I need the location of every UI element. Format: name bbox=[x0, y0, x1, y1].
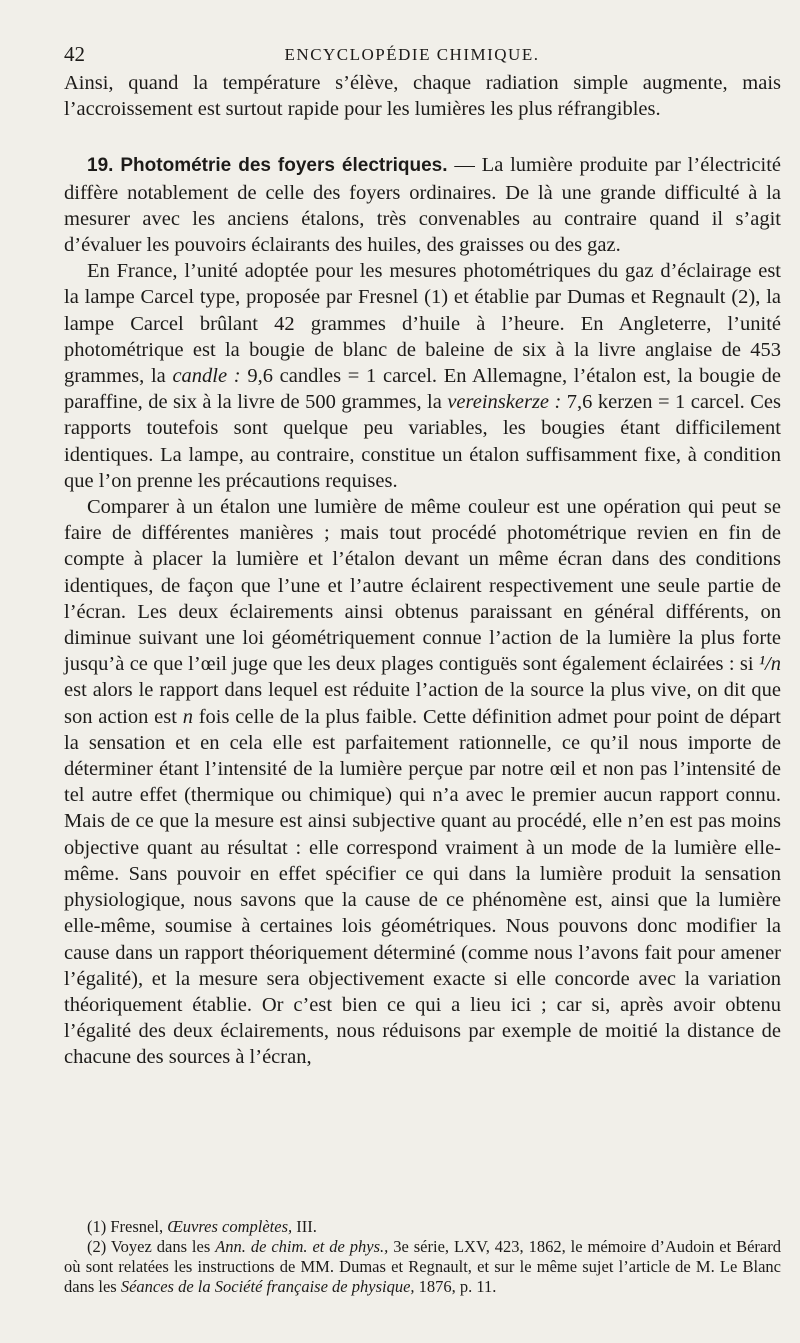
footnote-1 bbox=[64, 1217, 781, 1237]
section-19-text: — La lumière produite par l’électricité diffère notablement de celle des foyers ordinaires. De là une grande difficulté à la mesurer avec les anciens étalons, très convenables au contraire quand il s’agit d’évaluer les pouvoirs éclairants des huiles, des graisses ou des gaz. bbox=[64, 154, 781, 257]
section-heading: 19. Photométrie des foyers électriques. bbox=[87, 155, 448, 177]
page-header bbox=[64, 42, 760, 72]
comparison-text-a: Comparer à un étalon une lumière de même couleur est une opération qui peut se faire de différentes manières ; mais tout procédé photométrique revien en fin de compte à placer la lumière et l’étalon devant un même écran dans des conditions identiques, de façon que l’une et l’autre éclairent respectivement une seule partie de l’écran. Les deux éclairements ainsi obtenus paraissant en général différents, on diminue suivant une loi géométriquement connue l’action de la lumière la plus forte jusqu’à ce que l’œil juge que les deux plages contiguës sont également éclairées : si bbox=[64, 496, 781, 676]
term-vereinskerze: vereinskerze : bbox=[447, 391, 562, 414]
paragraph-units bbox=[64, 258, 781, 494]
page-number: 42 bbox=[64, 42, 85, 66]
paragraph-intro bbox=[64, 70, 781, 122]
footnote-2-journal: Ann. de chim. et de phys., bbox=[215, 1237, 389, 1256]
footnote-2-text-a: (2) Voyez dans les bbox=[87, 1237, 216, 1256]
footnote-2 bbox=[64, 1237, 781, 1297]
paragraph-section-19 bbox=[64, 152, 781, 258]
footnotes bbox=[64, 1217, 781, 1297]
units-text-b: 9,6 candles = 1 carcel. En Allemagne, l’étalon est, la bougie de paraffine, de six à la livre de 500 grammes, la bbox=[64, 365, 781, 414]
variable-n: n bbox=[182, 705, 193, 728]
comparison-text-b: est alors le rapport dans lequel est réduite l’action de la source la plus vive, on dit que son action est bbox=[64, 679, 781, 728]
footnote-2-text-c: 1876, p. 11. bbox=[414, 1277, 497, 1296]
comparison-text-c: fois celle de la plus faible. Cette définition admet pour point de départ la sensation et en cela elle est parfaitement rationnelle, ce qu’il nous importe de déterminer étant l’intensité de la lumière perçue par notre œil et non pas l’intensité de tel autre effet (thermique ou chimique) qui n’a avec le premier aucun rapport connu. Mais de ce que la mesure est ainsi subjective quant au procédé, elle n’en est pas moins objective quant au résultat : elle correspond vraiment à un mode de la lumière elle-même. Sans pouvoir en effet spécifier ce qui dans la lumière produit la sensation physiologique, nous savons que la cause de ce phénomène est, ainsi que la lumière elle-même, soumise à certaines lois géométriques. Nous pouvons donc modifier la cause dans un rapport théoriquement déterminé (comme nous l’avons fait pour amener l’égalité), et la mesure sera objectivement exacte si elle concorde avec la variation théoriquement établie. Or c’est bien ce qui a lieu ici ; car si, après avoir obtenu l’égalité des deux éclairements, nous réduisons par exemple de moitié la distance de chacune des sources à l’écran, bbox=[64, 705, 781, 1069]
paragraph-comparison bbox=[64, 494, 781, 1070]
fraction-1-over-n: ¹/n bbox=[758, 653, 781, 676]
footnote-2-text-b: 3e série, LXV, 423, 1862, le mémoire d’Audoin et Bérard où sont relatées les instructions de MM. Dumas et Regnault, et sur le même sujet l’article de M. Le Blanc dans les bbox=[64, 1237, 781, 1296]
units-text-c: 7,6 kerzen = 1 carcel. Ces rapports toutefois sont quelque peu variables, les bougies étant difficilement identiques. La lampe, au contraire, constitue un étalon suffisamment fixe, à condition que l’on prenne les précautions requises. bbox=[64, 391, 781, 492]
footnote-1-text-b: III. bbox=[292, 1217, 317, 1236]
paragraph-intro-text: Ainsi, quand la température s’élève, chaque radiation simple augmente, mais l’accroissement est surtout rapide pour les lumières les plus réfrangibles. bbox=[64, 72, 781, 121]
footnote-2-seances: Séances de la Société française de physique, bbox=[120, 1277, 415, 1296]
footnote-1-title: Œuvres complètes, bbox=[167, 1217, 293, 1236]
footnote-1-text-a: (1) Fresnel, bbox=[87, 1217, 168, 1236]
body-text bbox=[64, 70, 781, 1071]
running-title: ENCYCLOPÉDIE CHIMIQUE. bbox=[284, 45, 540, 64]
units-text-a: En France, l’unité adoptée pour les mesures photométriques du gaz d’éclairage est la lampe Carcel type, proposée par Fresnel (1) et établie par Dumas et Regnault (2), la lampe Carcel brûlant 42 grammes d’huile à l’heure. En Angleterre, l’unité photométrique est la bougie de blanc de baleine de six à la livre anglaise de 453 grammes, la bbox=[64, 260, 781, 388]
term-candle: candle : bbox=[172, 365, 241, 388]
